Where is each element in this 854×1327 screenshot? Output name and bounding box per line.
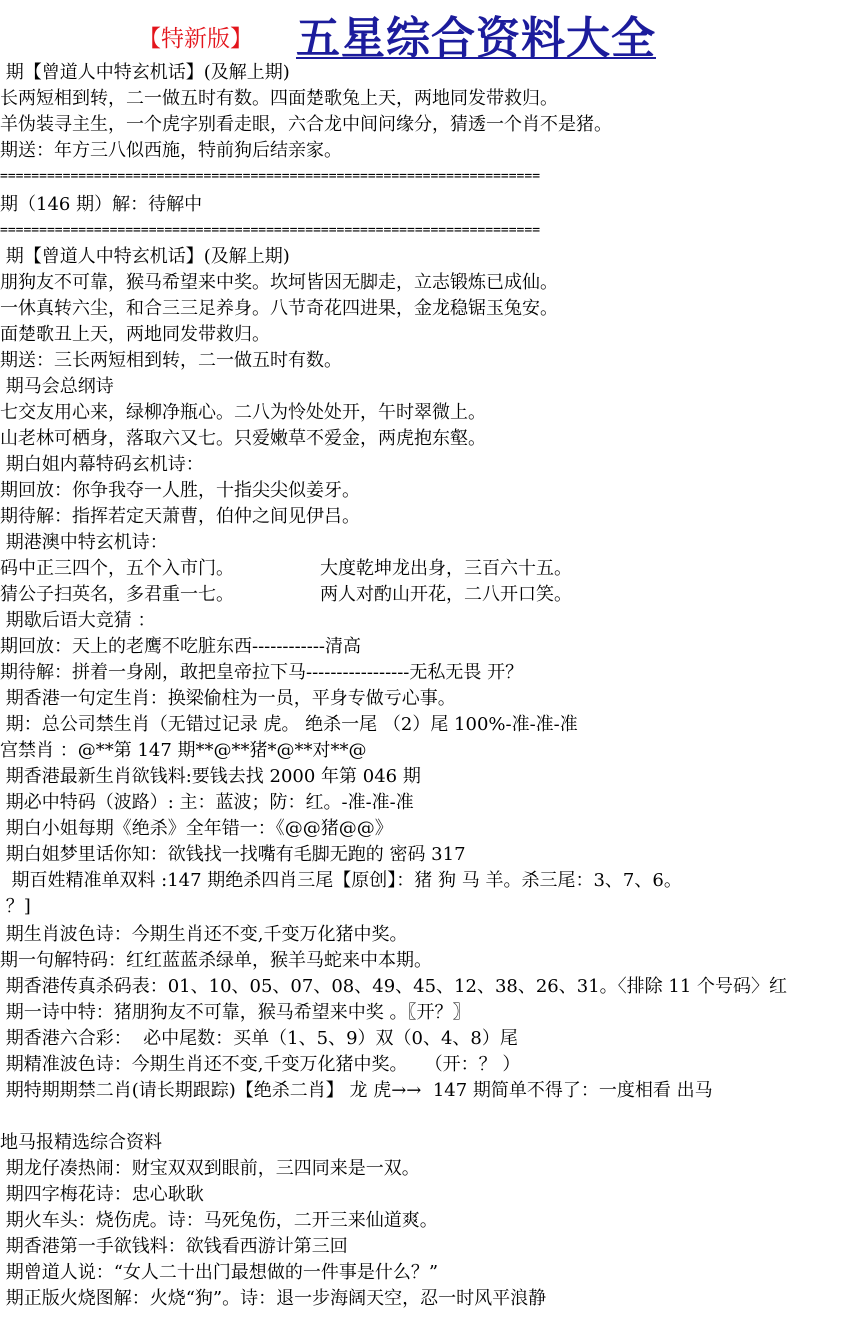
line-text: 期百姓精准单双料 :147 期绝杀四肖三尾【原创】：猪 狗 马 羊。杀三尾：3、7、6。 [0,870,682,891]
text-line [0,1208,854,1234]
text-line [0,86,854,112]
line-text: 期送：三长两短相到转，二一做五时有数。 [0,350,342,371]
line-text: 期必中特码（波路）: 主：蓝波；防：红。-准-准-准 [0,792,414,813]
text-line [0,244,854,270]
text-line [0,712,854,738]
line-text: 宫禁肖 ：@**第 147 期**@**猪*@**对**@ [0,740,367,761]
text-line [0,374,854,400]
line-text: 期一句解特码：红红蓝蓝杀绿单，猴羊马蛇来中本期。 [0,950,432,971]
divider-line [0,168,854,186]
text-line [0,894,854,920]
line-text: 七交友用心来，绿柳净瓶心。二八为怜处处开，午时翠微上。 [0,402,486,423]
text-line [0,192,854,218]
line-text: ？] [0,896,31,917]
line-text: 羊伪装寻主生，一个虎字别看走眼，六合龙中间问缘分，猜透一个肖不是猪。 [0,114,612,135]
line-text: 山老林可栖身，落取六又七。只爱嫩草不爱金，两虎抱东壑。 [0,428,486,449]
page-title: 五星综合资料大全 [296,13,656,64]
line-text: 期曾道人说：“女人二十出门最想做的一件事是什么？” [0,1262,439,1283]
text-line [0,1260,854,1286]
text-line [0,582,854,608]
page-header [0,0,854,64]
text-line [0,1286,854,1312]
text-line [0,816,854,842]
line-text: 期（146 期）解：待解中 [0,194,203,215]
line-text: 期白小姐每期《绝杀》全年错一：《@@猪@@》 [0,818,393,839]
line-text: 期送：年方三八似西施，特前狗后结亲家。 [0,140,342,161]
text-line [0,1182,854,1208]
text-line [0,138,854,164]
line-text: 朋狗友不可靠，猴马希望来中奖。坎坷皆因无脚走，立志锻炼已成仙。 [0,272,558,293]
text-line [0,452,854,478]
line-text: 期特期期禁二肖(请长期跟踪)【绝杀二肖】 龙 虎→→ 147 期简单不得了：一度相看 出马 [0,1080,713,1101]
text-line [0,556,854,582]
text-line [0,60,854,86]
text-line [0,790,854,816]
line-text: 期歇后语大竞猜 ： [0,610,156,631]
line-text: 期待解：指挥若定天萧曹，伯仲之间见伊吕。 [0,506,360,527]
line-text: 期香港六合彩： 必中尾数：买单（1、5、9）双（0、4、8）尾 [0,1028,518,1049]
line-text: 期香港最新生肖欲钱料:要钱去找 2000 年第 046 期 [0,766,421,787]
text-line [0,322,854,348]
text-line [0,478,854,504]
edition-badge: 【特新版】 [138,26,253,52]
text-line [0,1000,854,1026]
line-text: 码中正三四个，五个入市门。 [0,558,234,579]
text-line [0,112,854,138]
line-text: ===================================================================== [0,169,541,184]
text-line [0,1234,854,1260]
line-text: 期港澳中特玄机诗： [0,532,168,553]
text-line [0,764,854,790]
text-line [0,1156,854,1182]
line-text: 期白姐梦里话你知：欲钱找一找嘴有毛脚无跑的 密码 317 [0,844,466,865]
line-text: 期四字梅花诗：忠心耿耿 [0,1184,204,1205]
line-text: 面楚歌丑上天，两地同发带救归。 [0,324,270,345]
line-text: 地马报精选综合资料 [0,1132,162,1153]
line-text: 期：总公司禁生肖（无错过记录 虎。 绝杀一尾 （2）尾 100%-准-准-准 [0,714,578,735]
line-text: 期香港传真杀码表：01、10、05、07、08、49、45、12、38、26、31。〈排除 11 个号码〉红 [0,976,788,997]
line-text: 期待解：拼着一身剐，敢把皇帝拉下马-----------------无私无畏 开？ [0,662,524,683]
text-line [0,348,854,374]
line-text: 期回放：你争我夺一人胜，十指尖尖似姜牙。 [0,480,360,501]
text-line [0,270,854,296]
text-line [0,948,854,974]
line-text: 期【曾道人中特玄机话】(及解上期) [0,246,290,267]
line-text: 一休真转六尘，和合三三足养身。八节奇花四进果，金龙稳锯玉兔安。 [0,298,558,319]
text-line [0,426,854,452]
line-text: 期精准波色诗：今期生肖还不变,千变万化猪中奖。 （开：？ ） [0,1054,521,1075]
text-line [0,530,854,556]
text-line [0,842,854,868]
text-line [0,1052,854,1078]
line-text: 期回放：天上的老鹰不吃脏东西------------清高 [0,636,361,657]
text-line [0,922,854,948]
line-text: 期火车头：烧伤虎。诗：马死兔伤，二开三来仙道爽。 [0,1210,438,1231]
text-line [0,1130,854,1156]
line-text: 期香港一句定生肖：换梁偷柱为一员，平身专做亏心事。 [0,688,456,709]
line-text: 期正版火烧图解：火烧“狗”。诗：退一步海阔天空，忍一时风平浪静 [0,1288,547,1309]
line-text: 猜公子扫英名，多君重一七。 [0,584,234,605]
text-line [0,974,854,1000]
line-text: 期【曾道人中特玄机话】(及解上期) [0,62,290,83]
text-line [0,1104,854,1130]
text-line [0,686,854,712]
text-line [0,1026,854,1052]
text-line [0,634,854,660]
text-line [0,296,854,322]
line-text: 期龙仔凑热闹：财宝双双到眼前，三四同来是一双。 [0,1158,420,1179]
text-line [0,608,854,634]
line-text: 期生肖波色诗：今期生肖还不变,千变万化猪中奖。 [0,924,408,945]
line-text-column-2: 两人对酌山开花，二八开口笑。 [320,584,572,605]
line-text: 期白姐内幕特码玄机诗： [0,454,204,475]
line-text: 期马会总纲诗 [0,376,114,397]
text-line [0,738,854,764]
line-text: ===================================================================== [0,223,541,238]
line-text: 长两短相到转，二一做五时有数。四面楚歌兔上天，两地同发带救归。 [0,88,558,109]
text-line [0,868,854,894]
line-text-column-2: 大度乾坤龙出身，三百六十五。 [320,558,572,579]
line-text: 期一诗中特：猪朋狗友不可靠，猴马希望来中奖 。〖开？〗 [0,1002,471,1023]
line-text: 期香港第一手欲钱料：欲钱看西游计第三回 [0,1236,348,1257]
text-line [0,660,854,686]
text-line [0,1078,854,1104]
divider-line [0,222,854,240]
text-line [0,504,854,530]
text-line [0,400,854,426]
